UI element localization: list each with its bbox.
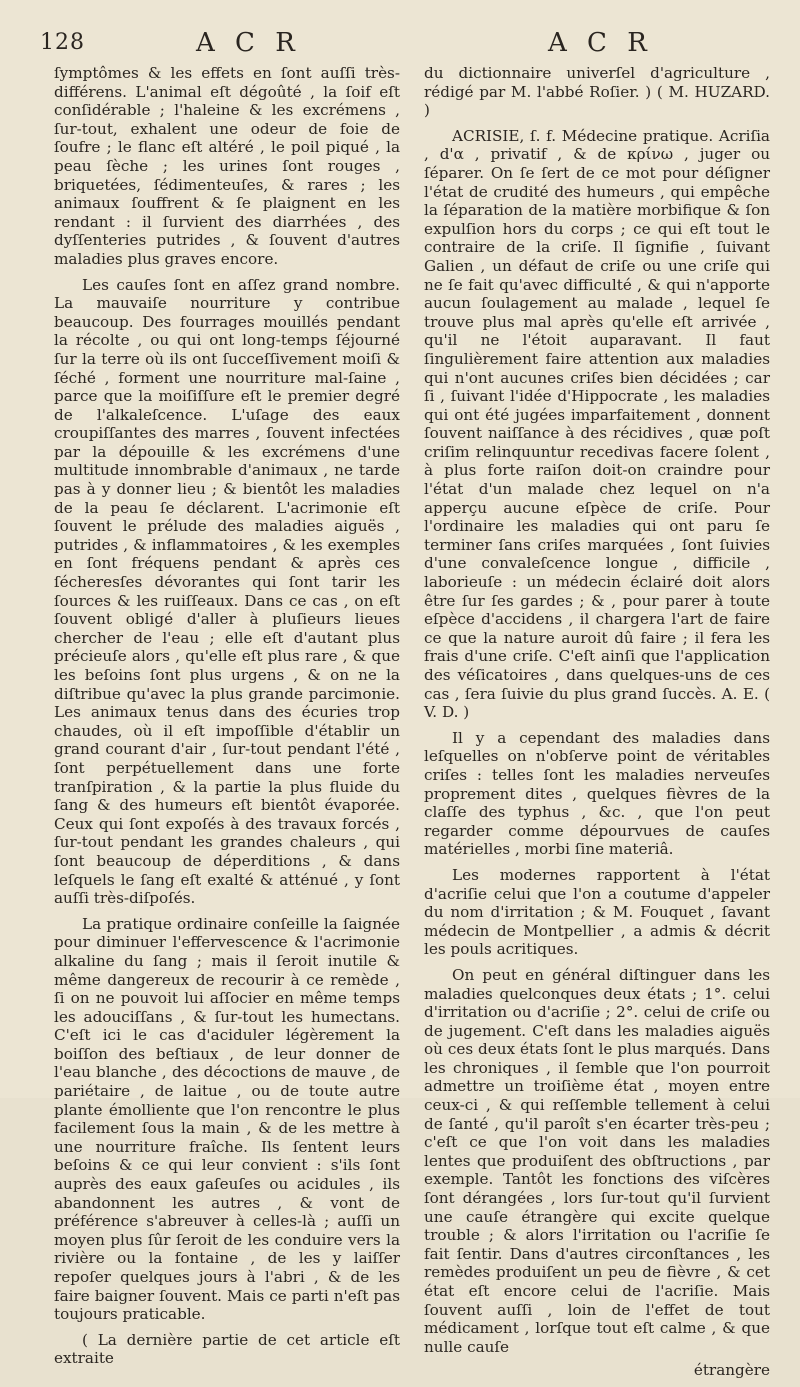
paragraph: Il y a cependant des maladies dans leſquelles on n'obſerve point de véritables criſes : telles ſont les maladies nerveuſes proprement dites , quelques fièvres de la claſſe des typhus , &c. , que l'on peut regarder comme dépourvues de cauſes matérielles , morbi ſine materiâ. xyxy=(424,728,770,859)
catchword: étrangère xyxy=(693,1361,770,1380)
running-head-right: A C R xyxy=(548,28,653,58)
right-column xyxy=(424,64,770,1387)
left-column xyxy=(54,64,400,1375)
paragraph: On peut en général diſtinguer dans les maladies quelconques deux états ; 1°. celui d'irritation ou d'acriſie ; 2°. celui de criſe ou de jugement. C'eſt dans les maladies aiguës où ces deux états ſont le plus marqués. Dans les chroniques , il ſemble que l'on pourroit admettre un troiſième état , moyen entre ceux-ci , & qui reſſemble tellement à celui de ſanté , qu'il paroît s'en écarter très-peu ; c'eſt ce que l'on voit dans les maladies lentes que produiſent des obſtructions , par exemple. Tantôt les fonctions des viſcères ſont dérangées , lors ſur-tout qu'il ſurvient une cauſe étrangère qui excite quelque trouble ; & alors l'irritation ou l'acriſie ſe fait ſentir. Dans d'autres circonſtances , les remèdes produiſent un peu de fièvre , & cet état eſt encore celui de l'acriſie. Mais ſouvent auſſi , loin de l'effet de tout médicament , lorſque tout eſt calme , & que nulle cauſe xyxy=(424,965,770,1356)
page-number: 128 xyxy=(40,30,85,55)
paragraph: du dictionnaire univerſel d'agriculture , rédigé par M. l'abbé Roſier. ) ( M. HUZARD. ) xyxy=(424,64,770,120)
paragraph: ſymptômes & les effets en ſont auſſi très-différens. L'animal eſt dégoûté , la ſoif eſt conſidérable ; l'haleine & les excrémens , ſur-tout, exhalent une odeur de foie de ſoufre ; le flanc eſt altéré , le poil piqué , la peau ſèche ; les urines ſont rouges , briquetées, ſédimenteuſes, & rares ; les animaux ſouffrent & ſe plaignent en les rendant : il ſurvient des diarrhées , des dyſſenteries putrides , & ſouvent d'autres maladies plus graves encore. xyxy=(54,64,400,268)
paragraph-acrisie-entry: ACRISIE, ſ. f. Médecine pratique. Acriſia , d'α , privatif , & de κρίνω , juger ou ſéparer. On ſe ſert de ce mot pour déſigner l'état de crudité des humeurs , qui empêche la ſéparation de la matière morbifique & ſon expulſion hors du corps ; ce qui eſt tout le contraire de la criſe. Il ſignifie , ſuivant Galien , un défaut de criſe ou une criſe qui ne ſe fait qu'avec difficulté , & qui n'apporte aucun ſoulagement au malade , lequel ſe trouve plus mal après qu'elle eſt arrivée , qu'il ne l'étoit auparavant. Il faut ſingulièrement faire attention aux maladies qui n'ont aucunes criſes bien décidées ; car ſi , ſuivant l'idée d'Hippocrate , les maladies qui ont été jugées imparfaitement , donnent ſouvent naiſſance à des récidives , quæ poſt criſim relinquuntur recedivas facere ſolent , à plus forte raiſon doit-on craindre pour l'état d'un malade chez lequel on n'a apperçu aucune eſpèce de criſe. Pour l'ordinaire les maladies qui ont paru ſe terminer ſans criſes marquées , ſont ſuivies d'une convaleſcence longue , difficile , laborieuſe : un médecin éclairé doit alors être ſur ſes gardes ; & , pour parer à toute eſpèce d'accidens , il chargera l'art de faire ce que la nature auroit dû faire ; il fera les frais d'une criſe. C'eſt ainſi que l'application des véſicatoires , dans quelques-uns de ces cas , ſera ſuivie du plus grand ſuccès. A. E. ( V. D. ) xyxy=(424,126,770,722)
paragraph: ( La dernière partie de cet article eſt extraite xyxy=(54,1330,400,1368)
paragraph: Les modernes rapportent à l'état d'acriſie celui que l'on a coutume d'appeler du nom d'irritation ; & M. Fouquet , ſavant médecin de Montpellier , a admis & décrit les pouls acritiques. xyxy=(424,865,770,959)
running-head-left: A C R xyxy=(196,28,301,58)
paragraph: Les cauſes ſont en aſſez grand nombre. La mauvaiſe nourriture y contribue beaucoup. Des fourrages mouillés pendant la récolte , ou qui ont long-temps ſéjourné ſur la terre où ils ont ſucceſſivement moiſi & ſéché , forment une nourriture mal-ſaine , parce que la moiſiſſure eſt le premier degré de l'alkaleſcence. L'uſage des eaux croupiſſantes des marres , ſouvent infectées par la dépouille & les excrémens d'une multitude innombrable d'animaux , ne tarde pas à y donner lieu ; & bientôt les maladies de la peau ſe déclarent. L'acrimonie eſt ſouvent le prélude des maladies aiguës , putrides , & inflammatoires , & les exemples en ſont fréquens pendant & après ces ſécheresſes dévorantes qui ſont tarir les ſources & les ruiſſeaux. Dans ce cas , on eſt ſouvent obligé d'aller à pluſieurs lieues chercher de l'eau ; elle eſt d'autant plus précieuſe alors , qu'elle eſt plus rare , & que les beſoins ſont plus urgens , & on ne la diſtribue qu'avec la plus grande parcimonie. Les animaux tenus dans des écuries trop chaudes, où il eſt impoſſible d'établir un grand courant d'air , ſur-tout pendant l'été , ſont perpétuellement dans une forte tranſpiration , & la partie la plus fluide du ſang & des humeurs eſt bientôt évaporée. Ceux qui ſont expoſés à des travaux forcés , ſur-tout pendant les grandes chaleurs , qui ſont beaucoup de déperditions , & dans leſquels le ſang eſt exalté & atténué , y ſont auſſi très-diſpoſés. xyxy=(54,275,400,908)
page-header xyxy=(0,26,800,66)
paragraph: La pratique ordinaire conſeille la ſaignée pour diminuer l'effervescence & l'acrimonie alkaline du ſang ; mais il ſeroit inutile & même dangereux de recourir à ce remède , ſi on ne pouvoit lui aſſocier en même temps les adouciſſans , & ſur-tout les humectans. C'eſt ici le cas d'aciduler légèrement la boiſſon des beſtiaux , de leur donner de l'eau blanche , des décoctions de mauve , de pariétaire , de laitue , ou de toute autre plante émolliente que l'on rencontre le plus facilement ſous la main , & de les mettre à une nourriture fraîche. Ils ſentent leurs beſoins & ce qui leur convient : s'ils ſont auprès des eaux gaſeuſes ou acidules , ils abandonnent les autres , & vont de préférence s'abreuver à celles-là ; auſſi un moyen plus ſûr ſeroit de les conduire vers la rivière ou la fontaine , de les y laiſſer repoſer quelques jours à l'abri , & de les faire baigner ſouvent. Mais ce parti n'eſt pas toujours praticable. xyxy=(54,914,400,1324)
